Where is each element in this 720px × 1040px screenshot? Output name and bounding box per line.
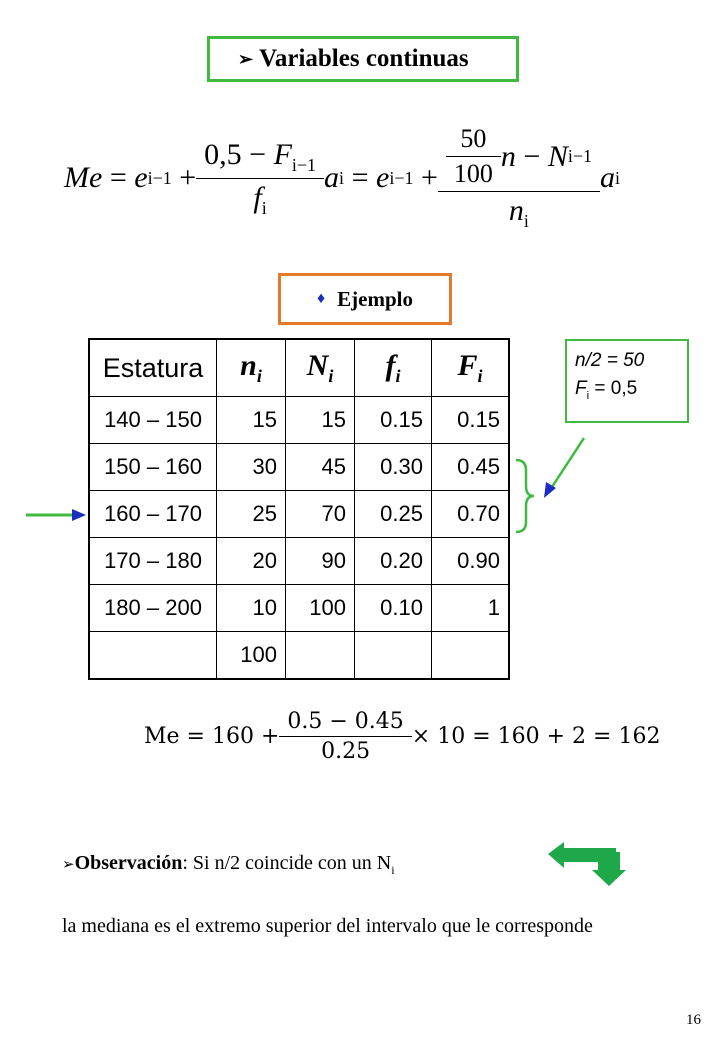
table-cell: 0.45 (432, 444, 510, 491)
table-cell: 0.10 (355, 585, 432, 632)
header-estatura: Estatura (89, 339, 217, 397)
table-cell: 150 – 160 (89, 444, 217, 491)
frequency-table (88, 338, 510, 680)
note-arrow-icon (540, 434, 590, 500)
table-header-row (89, 339, 509, 397)
table-cell: 0.15 (355, 397, 432, 444)
table-row (89, 397, 509, 444)
fifty-over-hundred: $\frac{50}{100}$ (450, 124, 497, 189)
table-cell (89, 632, 217, 680)
table-cell: 15 (286, 397, 355, 444)
table-cell: 0.70 (432, 491, 510, 538)
table-cell: 30 (217, 444, 286, 491)
table-cell: 180 – 200 (89, 585, 217, 632)
observation-line: ➢Observación: Si n/2 coincide con un $N_i$ (62, 852, 395, 877)
header-Fi: $F_i$ (432, 339, 510, 397)
example-label: Ejemplo (337, 286, 413, 311)
table-row (89, 444, 509, 491)
header-ni: $n_i$ (217, 339, 286, 397)
table-cell (286, 632, 355, 680)
section-title: Variables continuas (259, 45, 469, 72)
table-row (89, 491, 509, 538)
arrow-bullet-icon: ➢ (62, 857, 75, 873)
table-cell: 170 – 180 (89, 538, 217, 585)
brace-icon (512, 456, 538, 536)
table-cell: 25 (217, 491, 286, 538)
arrow-bullet-icon: ➢ (238, 48, 254, 69)
formula-fraction-2: $\frac{50}{100}$ n − N i−1 $n_i$ (442, 124, 596, 232)
diamond-bullet-icon: ♦ (317, 290, 326, 307)
table-cell (355, 632, 432, 680)
formula-fraction-1: $\frac{0,5 - F_{i-1}}{f_i}$ (200, 138, 320, 219)
table-cell: 100 (217, 632, 286, 680)
median-formula: Me = e i−1 + $\frac{0,5 - F_{i-1}}{f_i}$ a i = e i−1 + $\frac{50}{100}$ n − N i−1 $n_i$ a i (64, 124, 620, 231)
table-cell: 0.15 (432, 397, 510, 444)
table-row (89, 585, 509, 632)
table-cell: 160 – 170 (89, 491, 217, 538)
table-cell: 140 – 150 (89, 397, 217, 444)
page-number: 16 (686, 1012, 701, 1028)
section-title-box (207, 36, 519, 82)
median-calculation: Me = 160 + $\frac{0.5 - 0.45}{0.25}$ × 10 = 160 + 2 = 162 (144, 708, 661, 764)
header-fi: $f_i$ (355, 339, 432, 397)
turn-arrow-icon (546, 840, 626, 888)
table-cell: 20 (217, 538, 286, 585)
table-cell: 10 (217, 585, 286, 632)
note-line-1: n/2 = 50 (575, 350, 645, 371)
table-cell: 70 (286, 491, 355, 538)
header-Ni: $N_i$ (286, 339, 355, 397)
table-cell: 0.30 (355, 444, 432, 491)
table-cell (432, 632, 510, 680)
note-box (565, 339, 689, 423)
table-cell: 1 (432, 585, 510, 632)
table-cell: 90 (286, 538, 355, 585)
table-cell: 15 (217, 397, 286, 444)
row-pointer-arrow-icon (26, 505, 88, 525)
table-cell: 0.20 (355, 538, 432, 585)
table-cell: 45 (286, 444, 355, 491)
example-box (278, 273, 452, 325)
table-row (89, 538, 509, 585)
observation-paragraph: la mediana es el extremo superior del intervalo que le corresponde (62, 915, 593, 937)
note-line-2: $F_i = 0,5$ (575, 378, 638, 402)
table-row-total (89, 632, 509, 680)
table-cell: 0.90 (432, 538, 510, 585)
table-cell: 0.25 (355, 491, 432, 538)
calc-fraction: $\frac{0.5 - 0.45}{0.25}$ (283, 709, 407, 764)
table-cell: 100 (286, 585, 355, 632)
